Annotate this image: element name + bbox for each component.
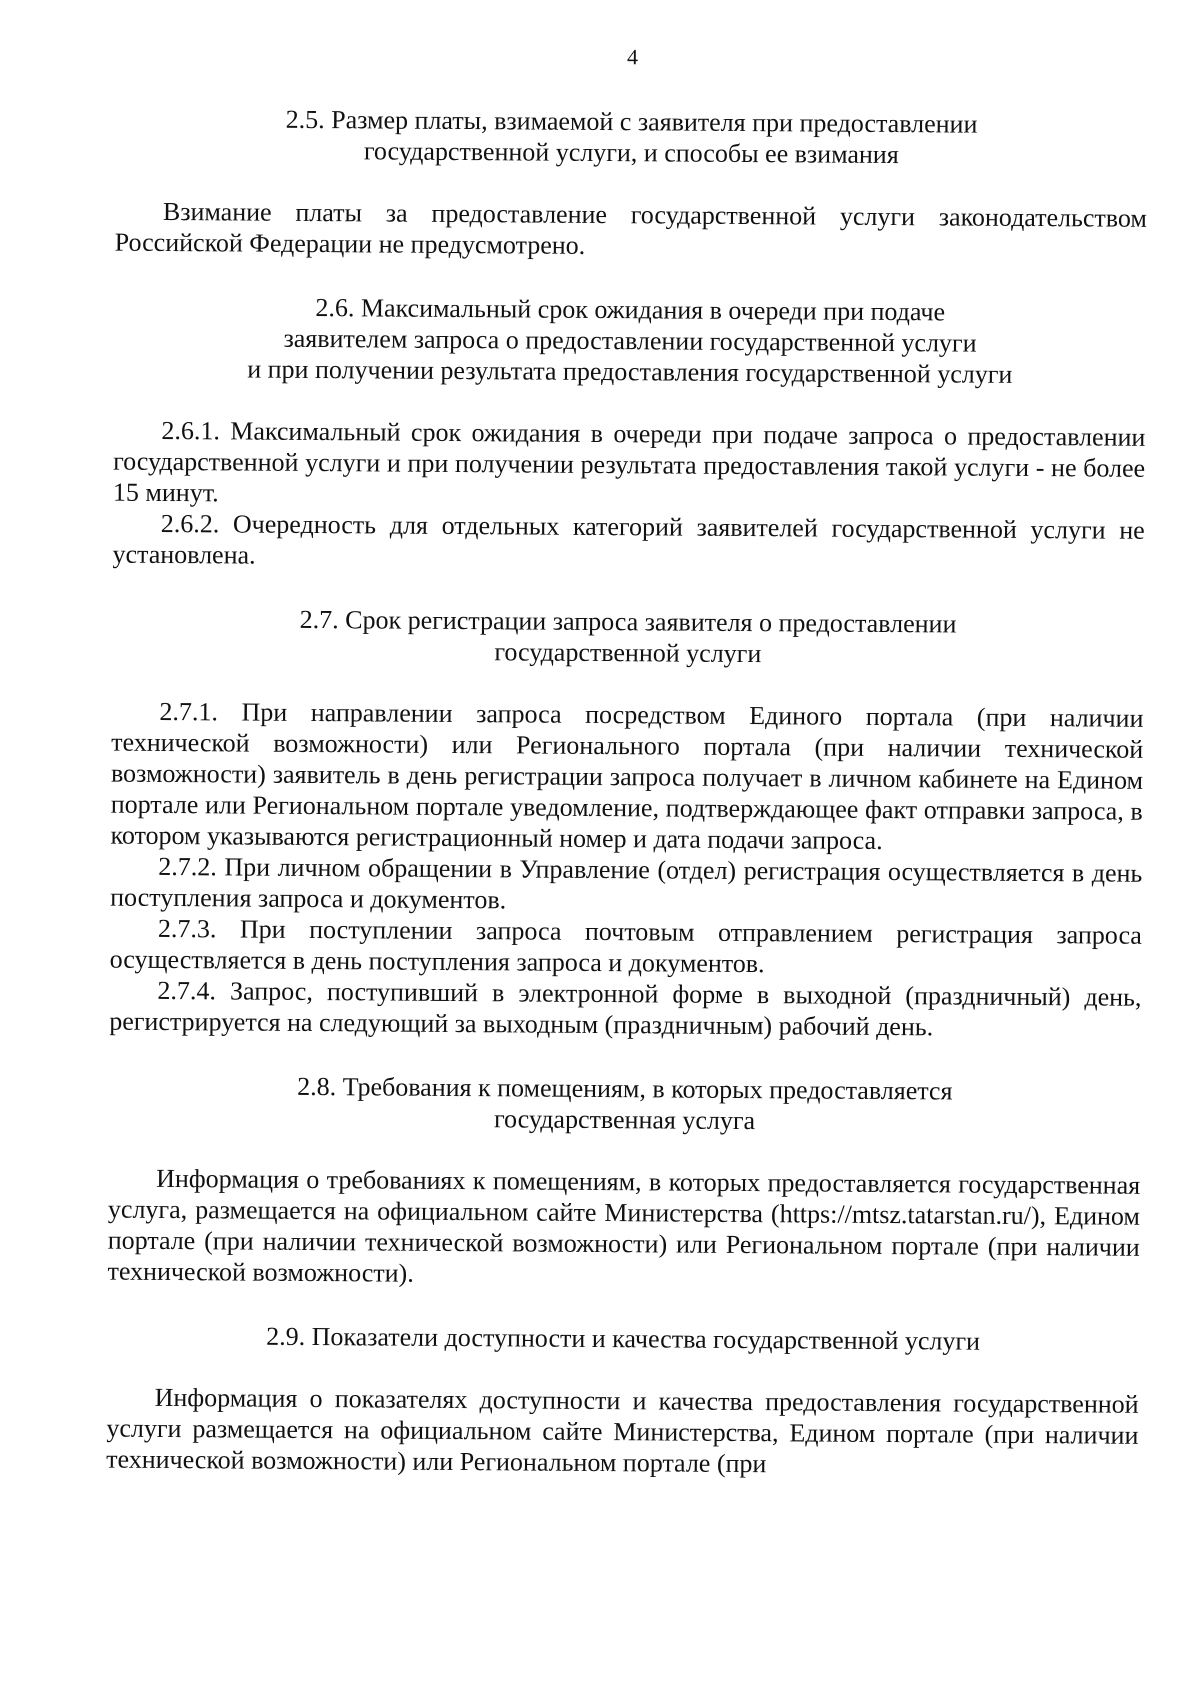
paragraph-2-7-3: 2.7.3. При поступлении запроса почтовым отправлением регистрация запроса осуществляется в день поступления запроса и документов. [109,913,1143,979]
paragraph-2-8: Информация о требованиях к помещениям, в которых предоставляется государственная услуга, размещается на официальном сайте Министерства (https://mtsz.tatarstan.ru/), Едином портале (при наличии технической возможности) или Региональном портале (при наличии технической возможности). [107,1163,1141,1288]
paragraph-2-7-2: 2.7.2. При личном обращении в Управление (отдел) регистрация осуществляется в день поступления запроса и документов. [110,851,1143,915]
paragraph-2-5: Взимание платы за предоставление государственной услуги законодательством Российской Федерации не предусмотрено. [114,196,1148,260]
paragraph-2-6-2: 2.6.2. Очередность для отдельных категорий заявителей государственной услуги не установлена. [112,508,1145,570]
heading-line: государственной услуги [494,637,762,669]
section-heading-2-6 [114,291,1147,391]
paragraph-2-9: Информация о показателях доступности и качества предоставления государственной услуги размещается на официальном сайте Министерства, Едином портале (при наличии технической возможности) или Региональном портале (при [106,1382,1139,1479]
heading-line: заявителем запроса о предоставлении государственной услуги [283,323,977,358]
heading-line: 2.6. Максимальный срок ожидания в очереди при подаче [315,293,946,327]
heading-line: 2.5. Размер платы, взимаемой с заявителя при предоставлении [285,104,978,139]
section-heading-2-5 [115,103,1147,172]
heading-line: 2.8. Требования к помещениям, в которых предоставляется [297,1071,953,1106]
heading-line: государственная услуга [493,1104,756,1136]
heading-line: 2.7. Срок регистрации запроса заявителя о предоставлении [299,604,957,639]
document-body [106,103,1148,1482]
section-heading-2-8 [109,1070,1141,1139]
paragraph-2-7-1: 2.7.1. При направлении запроса посредством Единого портала (при наличии технической возможности) или Регионального портала (при наличии технической возможности) заявитель в день регистрации запроса получает в личном кабинете на Едином портале или Региональном портале уведомление, подтверждающее факт отправки запроса, в котором указываются регистрационный номер и дата подачи запроса. [110,696,1144,855]
heading-line: государственной услуги, и способы ее взимания [363,136,899,170]
paragraph-2-6-1: 2.6.1. Максимальный срок ожидания в очереди при подаче запроса о предоставлении государственной услуги и при получении результата предоставления такой услуги - не более 15 минут. [112,415,1146,508]
page-number: 4 [626,44,639,70]
heading-line: и при получении результата предоставления государственной услуги [247,354,1013,389]
section-heading-2-7 [112,603,1144,672]
heading-line: 2.9. Показатели доступности и качества государственной услуги [266,1321,981,1356]
paragraph-2-7-4: 2.7.4. Запрос, поступивший в электронной форме в выходной (праздничный) день, регистрируется на следующий за выходным (праздничным) рабочий день. [109,975,1142,1042]
